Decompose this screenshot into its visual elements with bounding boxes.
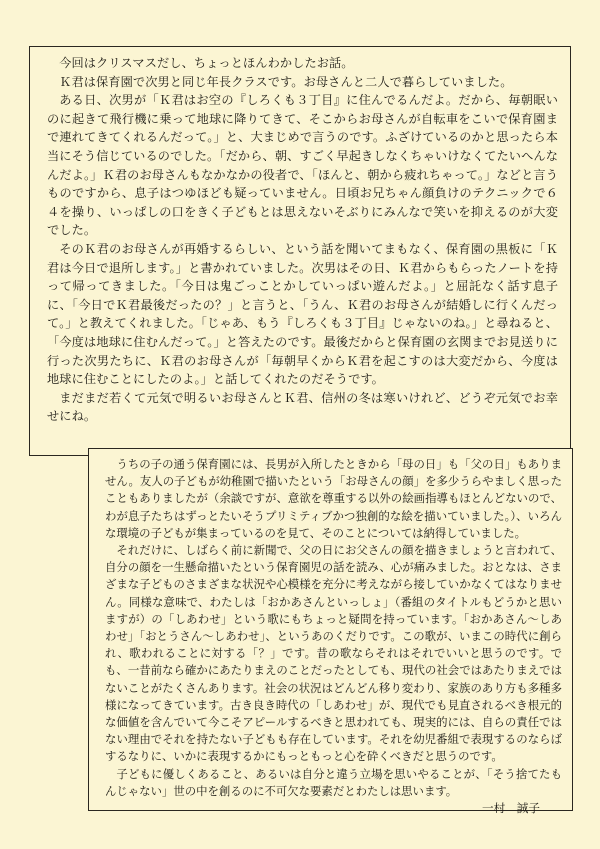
essay-box-mothers-day [88, 448, 573, 816]
essay-box-christmas [29, 46, 571, 456]
essay1-paragraph-4: そのＫ君のお母さんが再婚するらしい、という話を聞いてまもなく、保育園の黒板に「Ｋ君は今日で退所します。」と書かれていました。次男はその日、Ｋ君からもらったノートを持って帰ってきました。「今日は鬼ごっことかしていっぱい遊んだよ。」と屈託なく話す息子に、「今日でＫ君最後だったの？」と言うと、「うん、Ｋ君のお母さんが結婚しに行くんだって。」と教えてくれました。「じゃあ、もう『しろくも３丁目』じゃないのね。」と尋ねると、「今度は地球に住むんだって。」と答えたのです。最後だからと保育園の玄関までお見送りに行った次男たちに、Ｋ君のお母さんが「毎朝早くからＫ君を起こすのは大変だから、今度は地球に住むことにしたのよ。」と話してくれたのだそうです。 [47, 241, 558, 387]
essay2-paragraph-2: それだけに、しばらく前に新聞で、父の日にお父さんの顔を描きましょうと言われて、自分の顔を一生懸命描いたという保育園児の話を読み、心が痛みました。おとなは、さまざまな子どものさまざまな状況や心模様を充分に考えながら接していかなくてはなりません。同様な意味で、わたしは「おかあさんといっしょ」（番組のタイトルもどうかと思いますが）の「しあわせ」という歌にもちょっと疑問を持っています。「おかあさん～しあわせ」「おとうさん～しあわせ」、というあのくだりです。この歌が、いまこの時代に創られ、歌われることに対する「？」です。昔の歌ならそれはそれでいいと思うのです。でも、一昔前なら確かにあたりまえのことだったとしても、現代の社会ではあたりまえではないことがたくさんあります。社会の状況はどんどん移り変わり、家族のあり方も多種多様になってきています。古き良き時代の「しあわせ」が、現代でも見直されるべき根元的な価値を含んでいて今こそアピールするべきと思われても、現実的には、自らの責任ではない理由でそれを持たない子どもも存在しています。それを幼児番組で表現するのならばするなりに、いかに表現するかにもっともっと心を砕くべきだと思うのです。 [105, 543, 562, 764]
essay2-paragraph-3: 子どもに優しくあること、あるいは自分と違う立場を思いやることが、「そう捨てたもんじゃない」世の中を創るのに不可欠な要素だとわたしは思います。 [105, 766, 562, 798]
author-signature: 一村 誠子 [482, 801, 540, 816]
essay1-paragraph-5: まだまだ若くて元気で明るいお母さんとＫ君、信州の冬は寒いけれど、どうぞ元気でお幸せにね。 [47, 390, 558, 424]
essay1-paragraph-2: Ｋ君は保育園で次男と同じ年長クラスです。お母さんと二人で暮らしていました。 [59, 74, 513, 89]
essay2-paragraph-1: うちの子の通う保育園には、長男が入所したときから「母の日」も「父の日」もありません。友人の子どもが幼稚園で描いたという「お母さんの顔」を多少うらやましく思ったこともありましたが（余談ですが、意欲を尊重する以外の絵画指導もほとんどないので、わが息子たちはずっとたいそうプリミティブかつ独創的な絵を描いていました。）、いろんな環境の子どもが集まっているのを見て、そのことについては納得していました。 [105, 457, 562, 540]
essay1-paragraph-1: 今回はクリスマスだし、ちょっとほんわかしたお話。 [59, 56, 354, 70]
essay1-paragraph-3: ある日、次男が「Ｋ君はお空の『しろくも３丁目』に住んでるんだよ。だから、毎朝眠いのに起きて飛行機に乗って地球に降りてきて、そこからお母さんが自転車をこいで保育園まで連れてきてくれるんだって。」と、大まじめで言うのです。ふざけているのかと思ったら本当にそう信じているのでした。「だから、朝、すごく早起きしなくちゃいけなくてたいへんなんだよ。」Ｋ君のお母さんもなかなかの役者で、「ほんと、朝から疲れちゃって。」などと言うものですから、息子はつゆほども疑っていません。日頃お兄ちゃん顔負けのテクニックで６４を操り、いっぱしの口をきく子どもとは思えないそぶりにみんなで笑いを抑えるのが大変でした。 [47, 93, 558, 238]
